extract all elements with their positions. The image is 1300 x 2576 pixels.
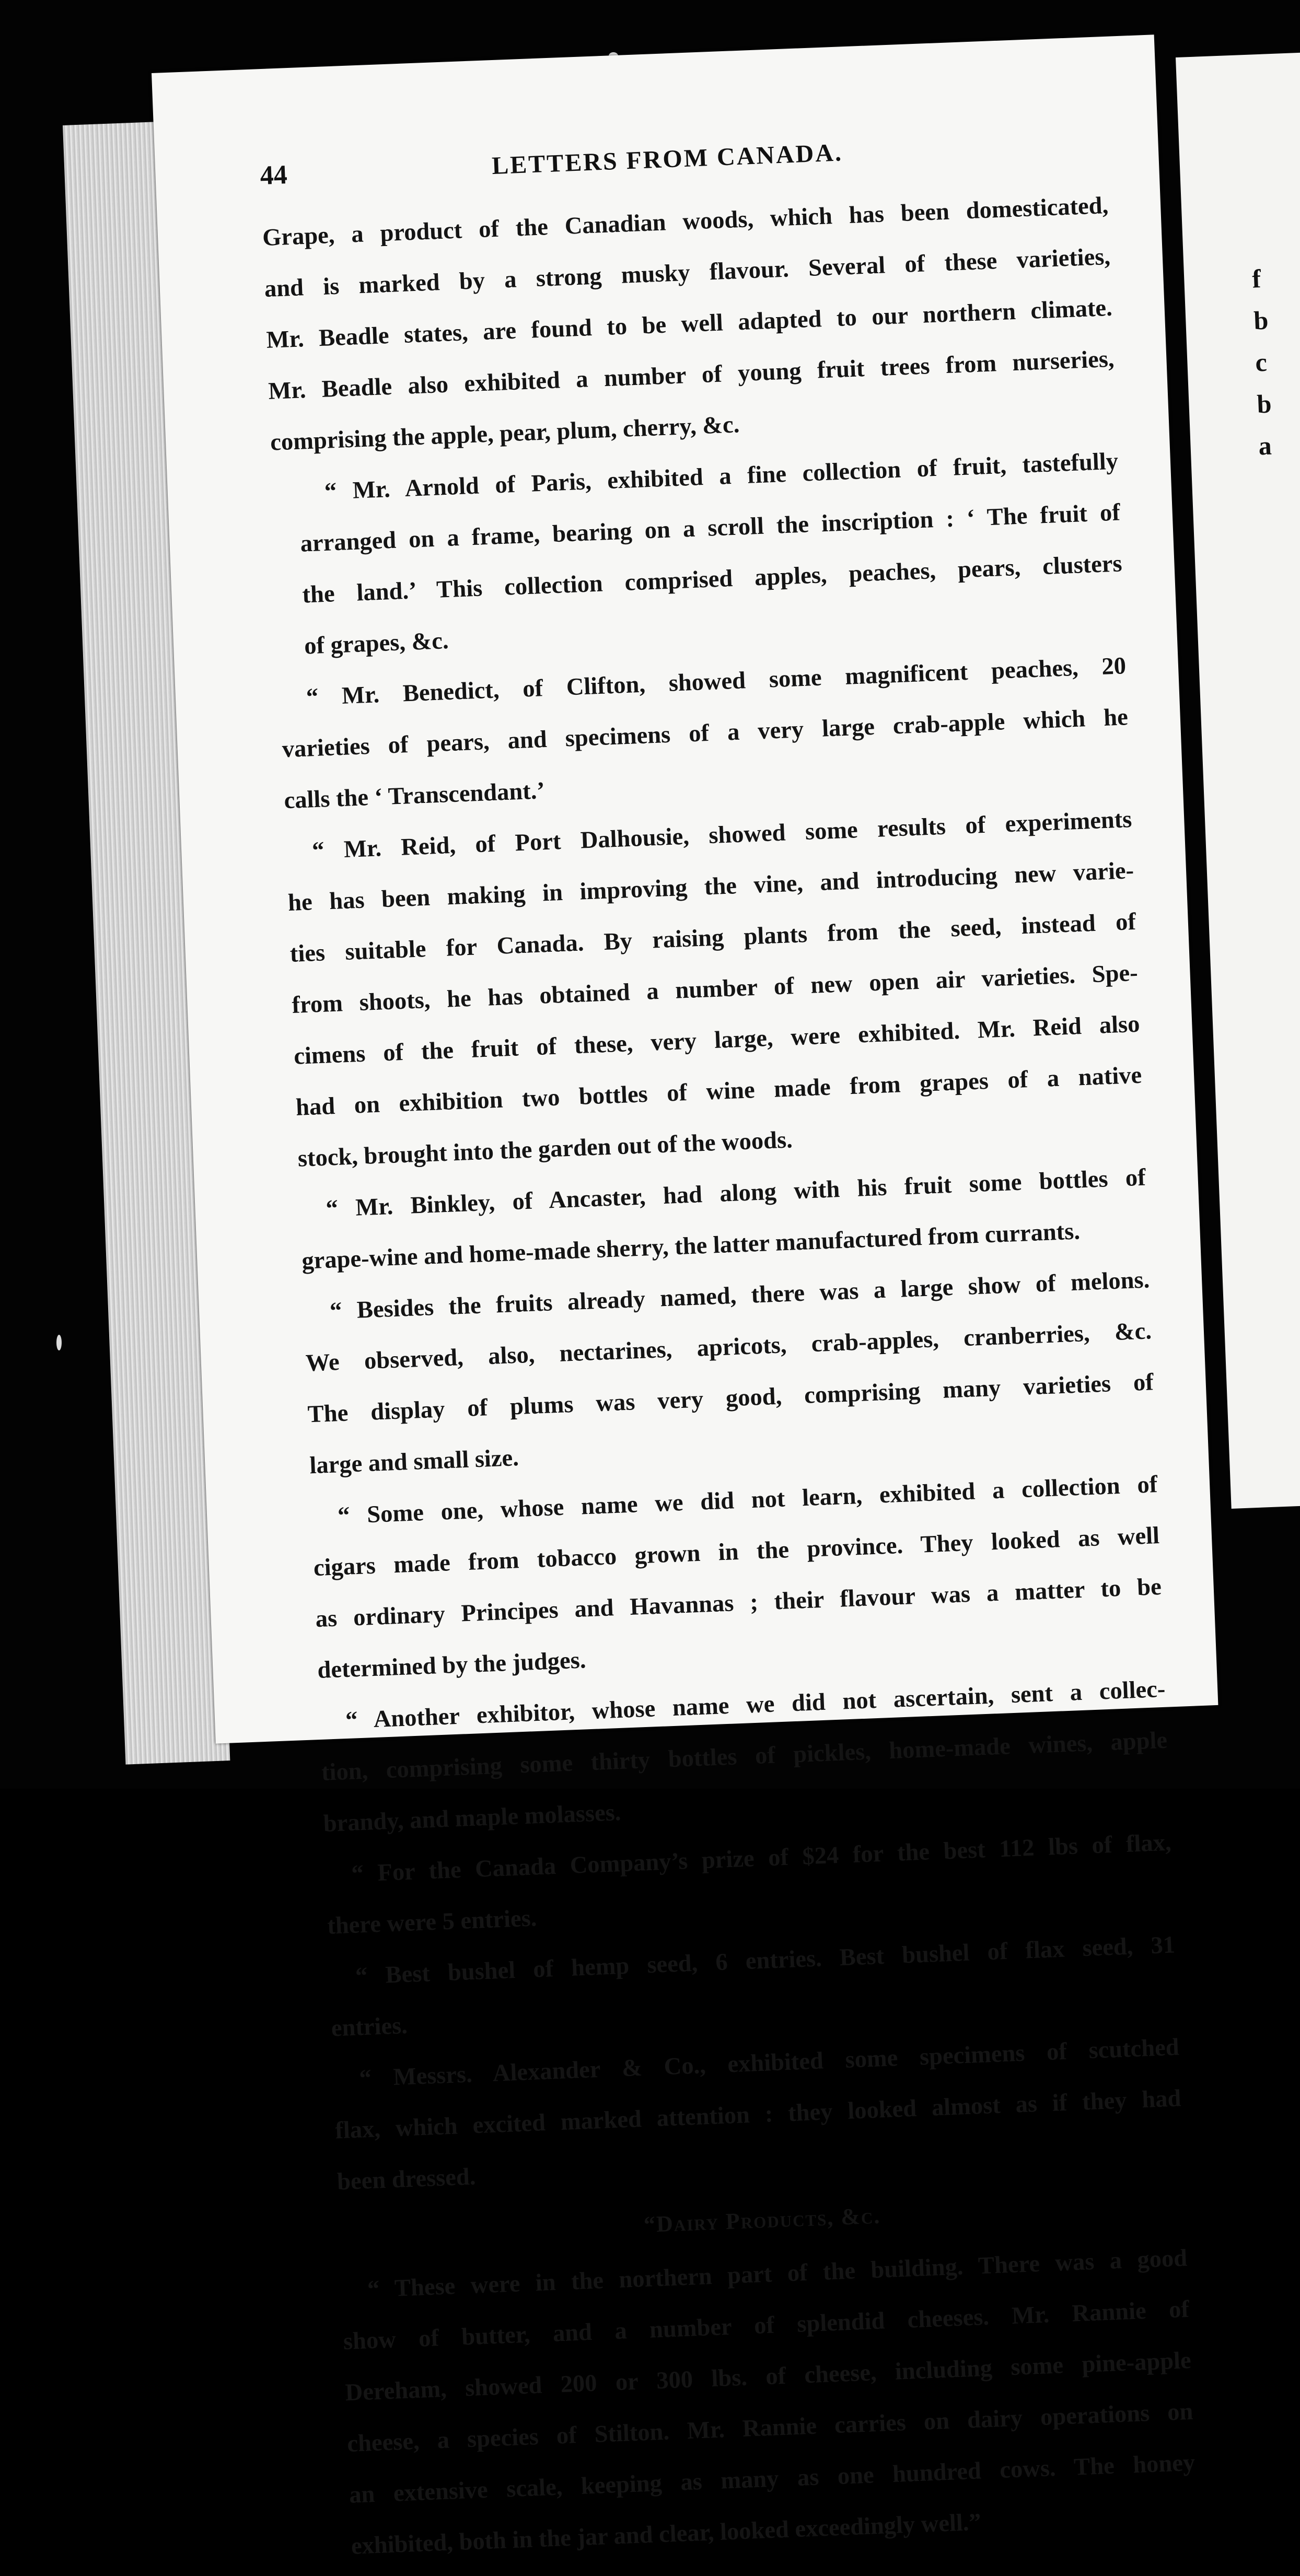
book-page xyxy=(152,34,1218,2560)
text-line: show of butter, and a number of splendid cheeses. Mr. Rannie of xyxy=(342,2295,1190,2356)
text-line: calls the ‘ Transcendant.’ xyxy=(283,777,545,814)
text-line: Dereham, showed 200 or 300 lbs. of cheese, including some pine-apple xyxy=(344,2347,1192,2407)
text-line: “ Best bushel of hemp seed, 6 entries. Best bushel of flax seed, 31 xyxy=(355,1931,1176,1990)
text-line: “ Mr. Reid, of Port Dalhousie, showed some results of experiments xyxy=(311,806,1133,865)
page-number: 44 xyxy=(259,160,288,191)
text-line: large and small size. xyxy=(309,1444,519,1479)
text-line: the land.’ This collection comprised apples, peaches, pears, clusters xyxy=(301,550,1123,609)
text-line: cheese, a species of Stilton. Mr. Rannie carries on dairy operations on xyxy=(346,2398,1194,2457)
text-line: of grapes, &c. xyxy=(304,627,449,660)
text-line: arranged on a frame, bearing on a scroll the inscription : ‘ The fruit of xyxy=(299,499,1121,557)
body-text xyxy=(261,180,1198,2572)
text-line: “ Another exhibitor, whose name we did not ascertain, sent a collec- xyxy=(345,1675,1166,1734)
text-line: and is marked by a strong musky flavour. Several of these varieties, xyxy=(264,243,1111,302)
text-line: tion, comprising some thirty bottles of pickles, home-made wines, apple xyxy=(321,1727,1168,1786)
paragraph xyxy=(285,794,1145,1185)
text-line: “ For the Canada Company’s prize of $24 for the best 112 lbs of flax, xyxy=(351,1829,1172,1887)
text-line: entries. xyxy=(330,2012,408,2042)
paragraph xyxy=(340,2233,1198,2572)
text-line: varieties of pears, and specimens of a very large crab-apple which he xyxy=(281,704,1129,763)
text-line: as ordinary Principes and Havannas ; their flavour was a matter to be xyxy=(315,1573,1162,1633)
facing-page-fragment: f xyxy=(1251,264,1262,294)
paragraph xyxy=(261,180,1117,469)
text-line: “ Besides the fruits already named, there was a large show of melons. xyxy=(329,1266,1151,1325)
dust-speck xyxy=(56,1335,62,1350)
facing-page-fragment: b xyxy=(1256,389,1272,419)
text-line: “ Mr. Arnold of Paris, exhibited a fine collection of fruit, tastefully xyxy=(324,448,1119,505)
section-subheading: “Dairy Products, &c. xyxy=(643,2202,881,2237)
text-line: from shoots, he has obtained a number of new open air varieties. Spe- xyxy=(291,959,1139,1019)
running-title: LETTERS FROM CANADA. xyxy=(491,138,843,180)
text-line: Mr. Beadle states, are found to be well adapted to our northern climate. xyxy=(265,294,1113,354)
paragraph xyxy=(303,1254,1156,1491)
facing-page-fragment: a xyxy=(1258,430,1272,461)
text-line: The display of plums was very good, comprising many varieties of xyxy=(307,1369,1154,1428)
text-line: grape-wine and home-made sherry, the latter manufactured from currants. xyxy=(301,1218,1081,1275)
text-line: “ These were in the northern part of the building. There was a good xyxy=(367,2245,1188,2303)
text-line: he has been making in improving the vine, and introducing new varie- xyxy=(287,857,1134,917)
text-line: “ Some one, whose name we did not learn, exhibited a collection of xyxy=(337,1471,1158,1530)
text-line: stock, brought into the garden out of the woods. xyxy=(297,1126,793,1172)
text-line: “ Messrs. Alexander & Co., exhibited some specimens of scutched xyxy=(358,2034,1180,2092)
text-line: flax, which excited marked attention : they looked almost as if they had xyxy=(334,2085,1182,2144)
text-line: comprising the apple, pear, plum, cherry, &c. xyxy=(270,411,740,456)
facing-page-fragment: b xyxy=(1253,305,1269,335)
text-line: ties suitable for Canada. By raising plants from the seed, instead of xyxy=(289,908,1136,968)
text-line: “ Mr. Binkley, of Ancaster, had along with his fruit some bottles of xyxy=(325,1164,1146,1222)
text-line: brandy, and maple molasses. xyxy=(322,1799,622,1837)
text-line: had on exhibition two bottles of wine made from grapes of a native xyxy=(295,1062,1143,1121)
text-line: there were 5 entries. xyxy=(327,1905,538,1940)
paragraph xyxy=(271,436,1125,673)
text-line: Grape, a product of the Canadian woods, which has been domesticated, xyxy=(262,192,1109,252)
text-line: cimens of the fruit of these, very large, were exhibited. Mr. Reid also xyxy=(293,1010,1141,1070)
paragraph xyxy=(310,1459,1164,1696)
text-line: been dressed. xyxy=(336,2163,477,2196)
text-line: exhibited, both in the jar and clear, looked exceedingly well.” xyxy=(351,2509,982,2560)
facing-page-fragment: c xyxy=(1255,347,1268,377)
text-line: We observed, also, nectarines, apricots, crab-apples, cranberries, &c. xyxy=(305,1318,1152,1377)
text-line: cigars made from tobacco grown in the province. They looked as well xyxy=(313,1522,1160,1582)
text-line: “ Mr. Benedict, of Clifton, showed some magnificent peaches, 20 xyxy=(306,652,1127,711)
text-line: Mr. Beadle also exhibited a number of young fruit trees from nurseries, xyxy=(268,345,1115,405)
text-line: determined by the judges. xyxy=(317,1647,587,1684)
text-line: an extensive scale, keeping as many as one hundred cows. The honey xyxy=(349,2449,1196,2509)
